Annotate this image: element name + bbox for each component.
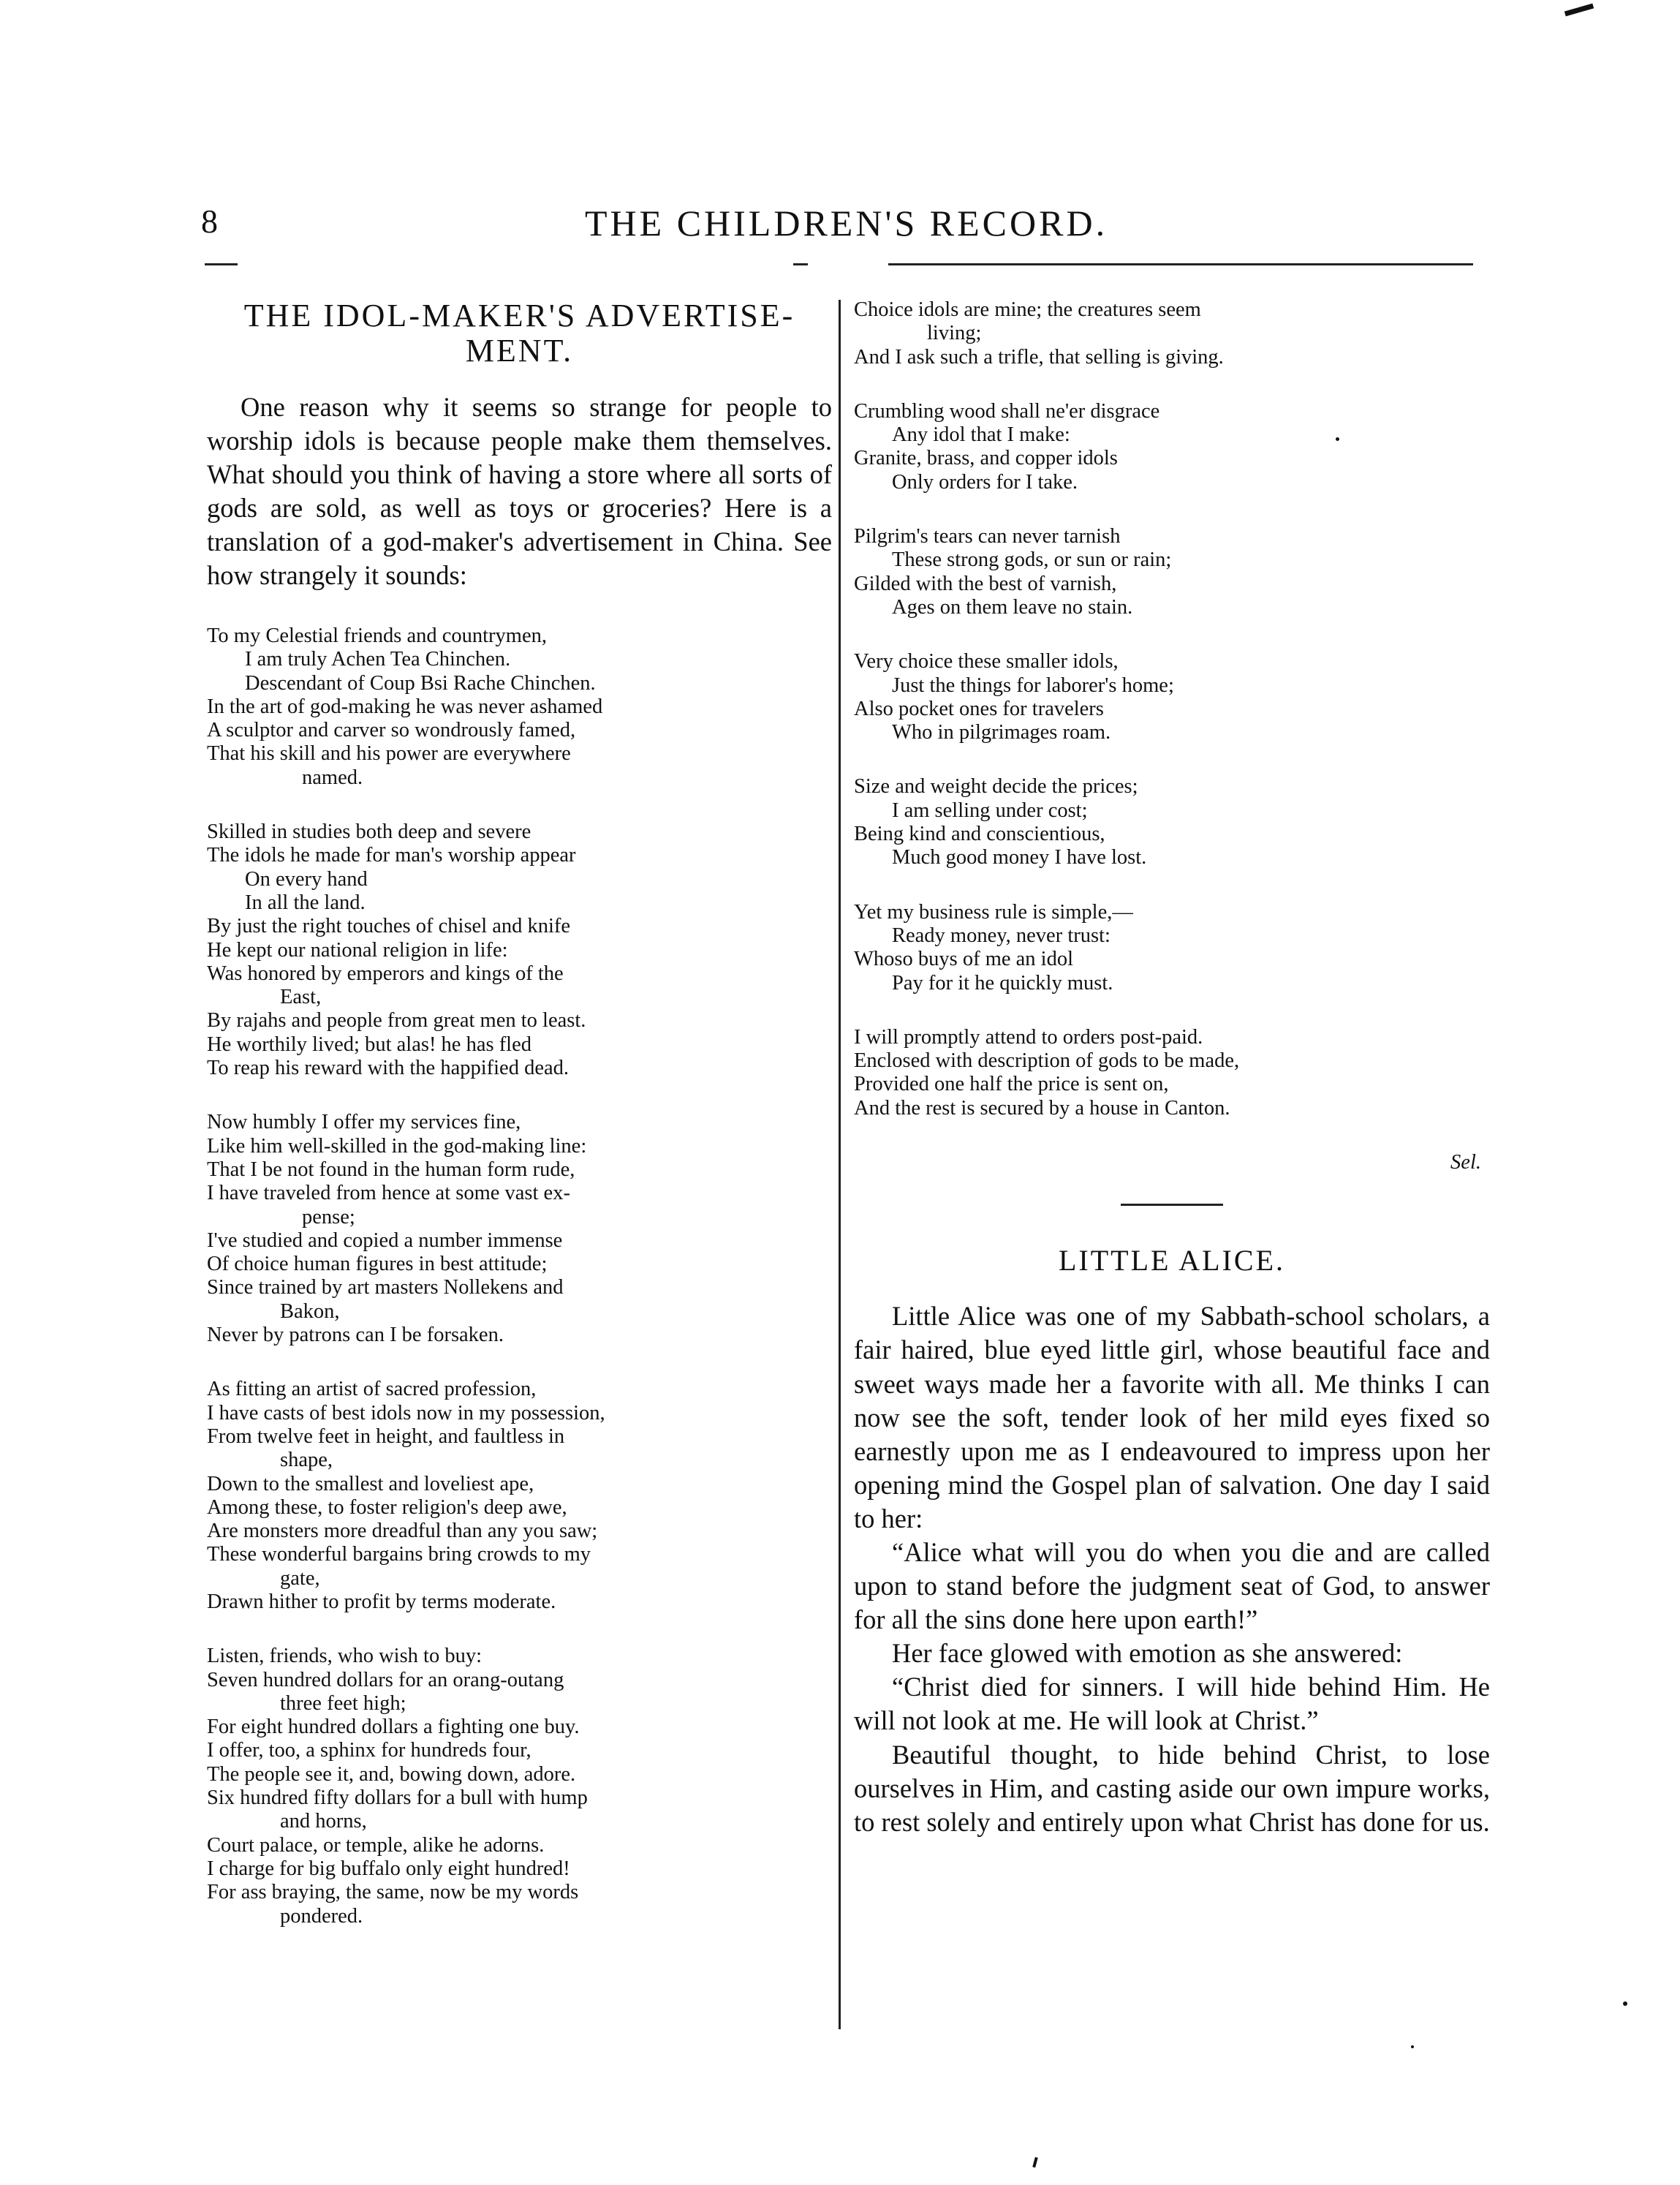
article-title	[207, 298, 832, 369]
poem-line: He kept our national religion in life:	[207, 938, 508, 962]
poem-line: Drawn hither to profit by terms moderate.	[207, 1590, 556, 1613]
poem-line: For ass braying, the same, now be my words	[207, 1881, 579, 1904]
poem-line: On every hand	[245, 867, 368, 891]
poem-line: Very choice these smaller idols,	[854, 650, 1119, 673]
poem-stanza	[207, 1645, 832, 1928]
story-paragraph: Her face glowed with emotion as she answered:	[892, 1638, 1403, 1669]
article-intro: One reason why it seems so strange for people to worship idols is because people make them themselves. What should you think of having a store where all sorts of gods are sold, as well as toys or groceries? Here is a translation of a god-maker's advertisement in China. See how strangely it sounds:	[207, 392, 832, 590]
corner-pen-mark	[1564, 4, 1594, 17]
poem-line: Like him well-skilled in the god-making line:	[207, 1134, 587, 1158]
running-title: THE CHILDREN'S RECORD.	[585, 203, 1108, 244]
poem-line: Being kind and conscientious,	[854, 823, 1105, 846]
poem-line: A sculptor and carver so wondrously famed,	[207, 719, 576, 742]
stray-mark	[1411, 2045, 1414, 2048]
story-paragraph: “Christ died for sinners. I will hide behind Him. He will not look at me. He will look at Christ.”	[854, 1672, 1490, 1736]
stray-mark	[1032, 2157, 1037, 2168]
poem-line: Choice idols are mine; the creatures seem	[854, 298, 1201, 321]
poem-line: Any idol that I make:	[892, 423, 1070, 447]
story-paragraph: Little Alice was one of my Sabbath-school scholars, a fair haired, blue eyed little girl, whose beautiful face and sweet ways made her a favorite with all. Me thinks I can now see the soft, tender look of her mild eyes fixed so earnestly upon me as I endeavoured to impress upon her opening mind the Gospel plan of salvation. One day I said to her:	[854, 1301, 1490, 1533]
poem-line: These strong gods, or sun or rain;	[892, 548, 1172, 572]
poem-line: Skilled in studies both deep and severe	[207, 820, 531, 844]
poem-line: As fitting an artist of sacred profession,	[207, 1378, 537, 1401]
poem-stanza	[854, 650, 1490, 744]
poem-stanza	[207, 1378, 832, 1614]
poem-stanza	[854, 525, 1490, 619]
poem-line: In all the land.	[245, 891, 366, 914]
story-paragraph: Beautiful thought, to hide behind Christ, to lose ourselves in Him, and casting aside our own impure works, to rest solely and entirely upon what Christ has done for us.	[854, 1739, 1490, 1837]
header-rule-left	[205, 263, 238, 265]
poem-stanza	[854, 400, 1490, 494]
poem-line: East,	[280, 986, 322, 1009]
column-divider	[839, 300, 841, 2029]
left-column	[207, 298, 832, 1959]
poem-line: Court palace, or temple, alike he adorns.	[207, 1833, 545, 1857]
poem-stanza	[854, 901, 1490, 995]
poem-line: Descendant of Coup Bsi Rache Chinchen.	[245, 671, 596, 695]
poem-line: Gilded with the best of varnish,	[854, 572, 1117, 595]
poem-line: I have traveled from hence at some vast ex-	[207, 1182, 570, 1205]
story-paragraph: “Alice what will you do when you die and are called upon to stand before the judgment seat of God, to answer for all the sins done here upon earth!”	[854, 1536, 1490, 1635]
poem-line: Now humbly I offer my services fine,	[207, 1111, 521, 1134]
poem-line: Crumbling wood shall ne'er disgrace	[854, 399, 1160, 423]
poem-line: named.	[302, 766, 363, 789]
poem-line: Provided one half the price is sent on,	[854, 1073, 1169, 1096]
page-number: 8	[201, 203, 218, 240]
poem-line: The idols he made for man's worship appear	[207, 844, 576, 867]
poem-stanza	[207, 820, 832, 1080]
poem-line: That his skill and his power are everywhere	[207, 742, 571, 766]
poem-line: I am truly Achen Tea Chinchen.	[245, 648, 511, 671]
poem-line: I have casts of best idols now in my possession,	[207, 1401, 605, 1424]
poem-line: The people see it, and, bowing down, adore.	[207, 1762, 576, 1786]
poem-line: and horns,	[280, 1810, 367, 1833]
poem-line: Much good money I have lost.	[892, 846, 1147, 869]
poem-stanza	[207, 1111, 832, 1347]
poem-line: Just the things for laborer's home;	[892, 673, 1174, 697]
poem-stanza	[207, 624, 832, 790]
story-body	[854, 1299, 1490, 1839]
poem-line: I offer, too, a sphinx for hundreds four,	[207, 1739, 531, 1762]
poem-line: Size and weight decide the prices;	[854, 775, 1138, 799]
poem-line: And the rest is secured by a house in Canton.	[854, 1096, 1230, 1120]
poem-line: I am selling under cost;	[892, 799, 1088, 822]
poem-line: shape,	[280, 1449, 333, 1472]
signature: Sel.	[1450, 1151, 1481, 1174]
poem-line: To reap his reward with the happified dead.	[207, 1057, 569, 1080]
poem-line: These wonderful bargains bring crowds to my	[207, 1543, 591, 1566]
poem-line: By just the right touches of chisel and knife	[207, 915, 571, 938]
stray-mark	[1623, 2001, 1627, 2006]
poem-line: That I be not found in the human form rude,	[207, 1158, 575, 1181]
poem-line: I will promptly attend to orders post-paid.	[854, 1025, 1203, 1049]
poem-line: Of choice human figures in best attitude;	[207, 1253, 548, 1276]
poem-right	[854, 298, 1490, 1120]
poem-line: He worthily lived; but alas! he has fled	[207, 1033, 532, 1056]
poem-line: Only orders for I take.	[892, 470, 1078, 494]
poem-line: Six hundred fifty dollars for a bull with hump	[207, 1786, 588, 1810]
poem-line: pense;	[302, 1205, 355, 1229]
article-title-line: MENT.	[465, 333, 574, 369]
poem-line: Since trained by art masters Nollekens and	[207, 1276, 564, 1299]
poem-line: Are monsters more dreadful than any you saw;	[207, 1520, 598, 1543]
poem-line: pondered.	[280, 1904, 363, 1928]
poem-line: Yet my business rule is simple,—	[854, 900, 1133, 924]
poem-line: Down to the smallest and loveliest ape,	[207, 1472, 534, 1495]
poem-line: And I ask such a trifle, that selling is giving.	[854, 345, 1224, 369]
poem-line: Whoso buys of me an idol	[854, 948, 1074, 971]
poem-line: Seven hundred dollars for an orang-outang	[207, 1668, 564, 1691]
poem-stanza	[854, 1026, 1490, 1120]
poem-line: Pay for it he quickly must.	[892, 971, 1113, 995]
poem-line: From twelve feet in height, and faultless in	[207, 1424, 565, 1448]
poem-line: I've studied and copied a number immense	[207, 1229, 563, 1252]
poem-line: Who in pilgrimages roam.	[892, 721, 1111, 744]
poem-line: Also pocket ones for travelers	[854, 697, 1104, 720]
poem-line: To my Celestial friends and countrymen,	[207, 624, 547, 647]
poem-line: By rajahs and people from great men to least.	[207, 1009, 586, 1033]
header-rule-middle	[793, 263, 808, 265]
poem-line: gate,	[280, 1566, 320, 1590]
story-title: LITTLE ALICE.	[1058, 1244, 1286, 1278]
poem-line: Granite, brass, and copper idols	[854, 447, 1118, 470]
poem-line: living;	[927, 322, 982, 345]
poem-left	[207, 624, 832, 1928]
poem-line: Listen, friends, who wish to buy:	[207, 1645, 483, 1668]
poem-stanza	[854, 775, 1490, 869]
poem-line: I charge for big buffalo only eight hundred!	[207, 1857, 570, 1880]
poem-line: Bakon,	[280, 1299, 340, 1323]
poem-line: Pilgrim's tears can never tarnish	[854, 525, 1121, 548]
section-divider	[1121, 1204, 1223, 1206]
poem-line: Among these, to foster religion's deep awe,	[207, 1495, 567, 1519]
poem-line: Ages on them leave no stain.	[892, 595, 1133, 619]
poem-line: three feet high;	[280, 1691, 406, 1715]
poem-line: In the art of god-making he was never ashamed	[207, 695, 603, 718]
poem-stanza	[854, 298, 1490, 369]
poem-line: Enclosed with description of gods to be made,	[854, 1049, 1240, 1073]
poem-line: Never by patrons can I be forsaken.	[207, 1324, 504, 1347]
poem-line: For eight hundred dollars a fighting one buy.	[207, 1716, 580, 1739]
right-column	[854, 298, 1490, 1839]
header-rule-right	[888, 263, 1473, 265]
article-title-line: THE IDOL-MAKER'S ADVERTISE-	[243, 298, 795, 333]
poem-line: Was honored by emperors and kings of the	[207, 962, 564, 985]
poem-line: Ready money, never trust:	[892, 924, 1110, 947]
